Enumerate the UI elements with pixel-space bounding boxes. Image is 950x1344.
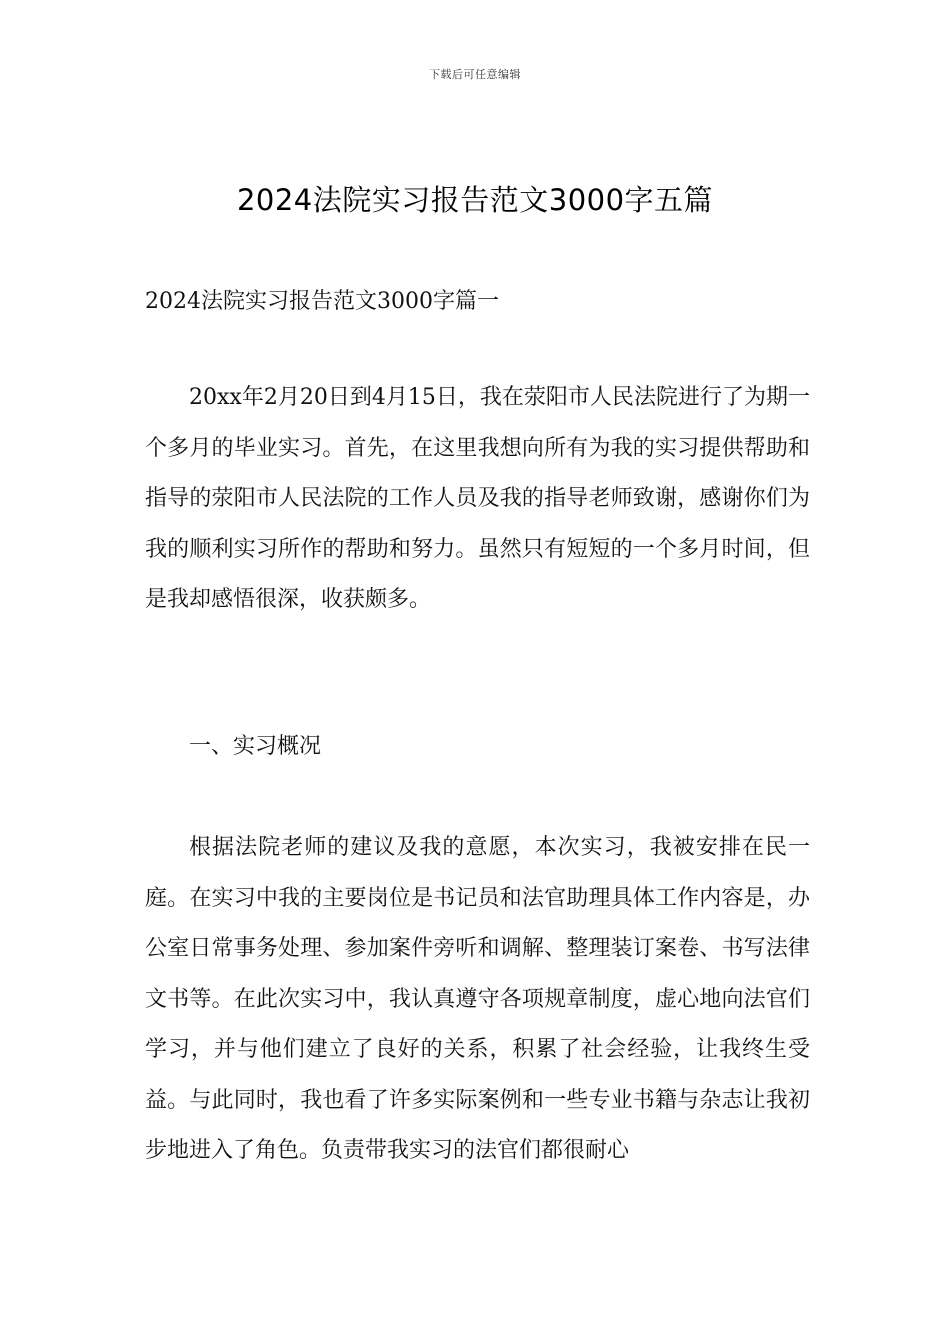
paragraph-overview: 根据法院老师的建议及我的意愿，本次实习，我被安排在民一庭。在实习中我的主要岗位是书记员和法官助理具体工作内容是，办公室日常事务处理、参加案件旁听和调解、整理装订案卷、书写法律文书等。在此次实习中，我认真遵守各项规章制度，虚心地向法官们学习，并与他们建立了良好的关系，积累了社会经验，让我终生受益。与此同时，我也看了许多实际案例和一些专业书籍与杂志让我初步地进入了角色。负责带我实习的法官们都很耐心	[145, 835, 810, 1163]
document-title: 2024法院实习报告范文3000字五篇	[236, 183, 714, 217]
paragraph-intro: 20xx年2月20日到4月15日，我在荥阳市人民法院进行了为期一个多月的毕业实习。首先，在这里我想向所有为我的实习提供帮助和指导的荥阳市人民法院的工作人员及我的指导老师致谢，感谢你们为我的顺利实习所作的帮助和努力。虽然只有短短的一个多月时间，但是我却感悟很深，收获颇多。	[145, 385, 810, 612]
subheading-internship-overview: 一、实习概况	[189, 734, 322, 759]
section-title: 2024法院实习报告范文3000字篇一	[145, 289, 499, 314]
header-note: 下载后可任意编辑	[429, 68, 521, 81]
